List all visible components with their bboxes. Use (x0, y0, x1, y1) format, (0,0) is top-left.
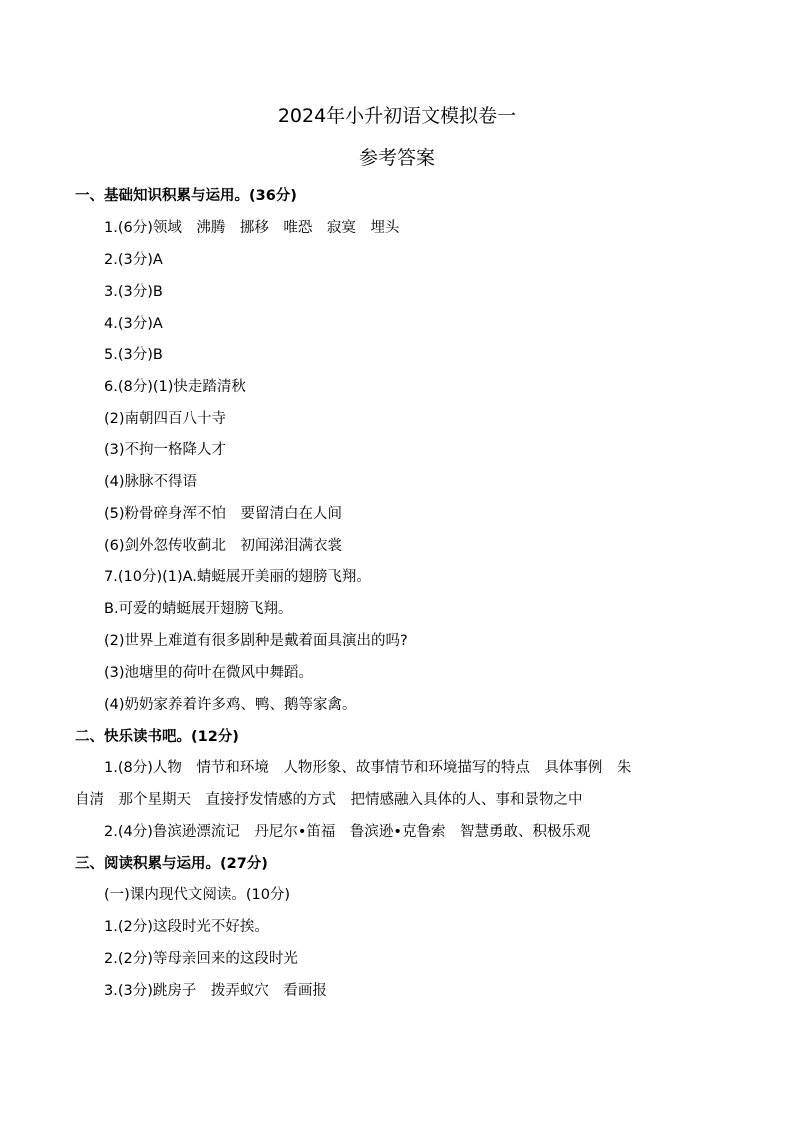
answer-1-6-4: (4)脉脉不得语 (104, 474, 198, 490)
answer-1-7: 7.(10分)(1)A.蜻蜓展开美丽的翅膀飞翔。 (104, 569, 371, 585)
answer-1-7-2: (2)世界上难道有很多剧种是戴着面具演出的吗? (104, 633, 408, 649)
answer-3-2: 2.(2分)等母亲回来的这段时光 (104, 951, 298, 967)
answer-1-6-6: (6)剑外忽传收蓟北 初闻涕泪满衣裳 (104, 538, 343, 554)
section-3-part-1: (一)课内现代文阅读。(10分) (104, 887, 291, 903)
answer-1-7-3: (3)池塘里的荷叶在微风中舞蹈。 (104, 665, 314, 681)
document-subtitle: 参考答案 (358, 147, 435, 169)
answer-1-7-4: (4)奶奶家养着许多鸡、鸭、鹅等家禽。 (104, 697, 357, 713)
answer-2-1-b: 自清 那个星期天 直接抒发情感的方式 把情感融入具体的人、事和景物之中 (75, 792, 583, 808)
answer-3-3: 3.(3分)跳房子 拨弄蚁穴 看画报 (104, 983, 327, 999)
answer-1-4: 4.(3分)A (104, 316, 163, 332)
answer-3-1: 1.(2分)这段时光不好挨。 (104, 919, 269, 935)
section-1-heading: 一、基础知识积累与运用。(36分) (75, 188, 297, 204)
answer-1-6: 6.(8分)(1)快走踏清秋 (104, 379, 246, 395)
answer-1-6-2: (2)南朝四百八十寺 (104, 411, 227, 427)
answer-1-6-3: (3)不拘一格降人才 (104, 442, 227, 458)
answer-1-2: 2.(3分)A (104, 252, 163, 268)
section-2-heading: 二、快乐读书吧。(12分) (75, 729, 239, 745)
answer-1-6-5: (5)粉骨碎身浑不怕 要留清白在人间 (104, 506, 343, 522)
answer-1-7-b: B.可爱的蜻蜓展开翅膀飞翔。 (104, 601, 293, 617)
document-title: 2024年小升初语文模拟卷一 (277, 105, 517, 127)
section-3-heading: 三、阅读积累与运用。(27分) (75, 856, 268, 872)
answer-1-5: 5.(3分)B (104, 347, 163, 363)
answer-1-3: 3.(3分)B (104, 284, 163, 300)
answer-1-1: 1.(6分)领域 沸腾 挪移 唯恐 寂寞 埋头 (104, 220, 400, 236)
answer-2-1-a: 1.(8分)人物 情节和环境 人物形象、故事情节和环境描写的特点 具体事例 朱 (104, 760, 632, 776)
answer-2-2: 2.(4分)鲁滨逊漂流记 丹尼尔•笛福 鲁滨逊•克鲁索 智慧勇敢、积极乐观 (104, 824, 591, 840)
